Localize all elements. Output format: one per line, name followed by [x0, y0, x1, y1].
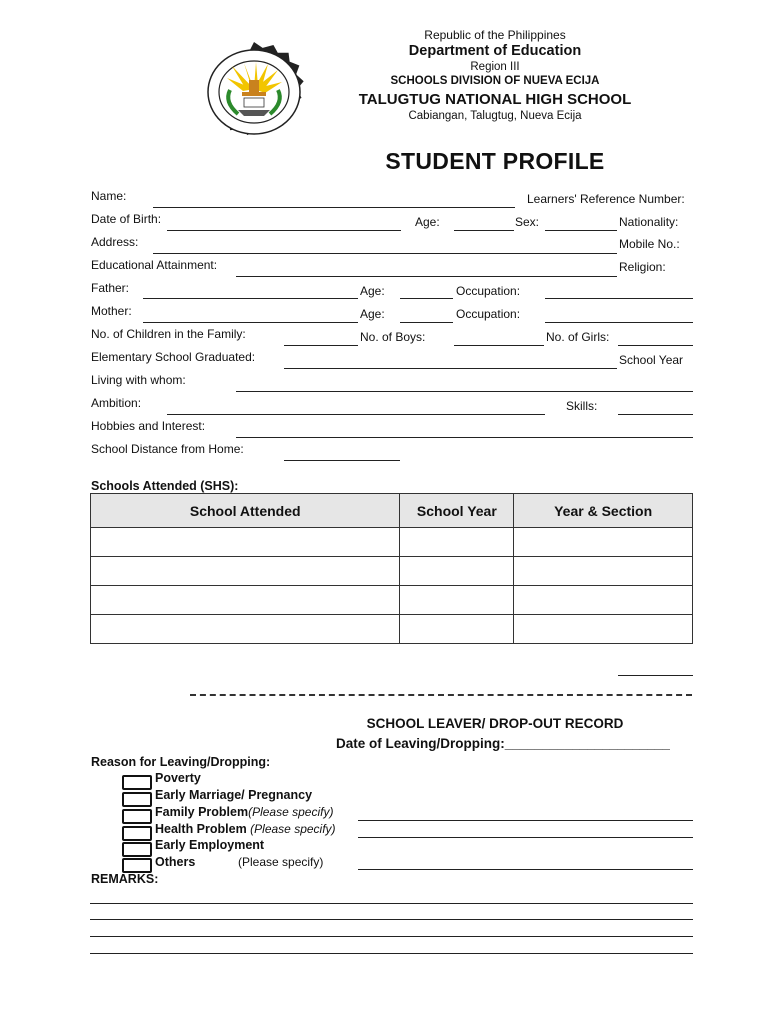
page-title: STUDENT PROFILE	[385, 148, 605, 174]
remarks-line[interactable]	[90, 903, 693, 904]
checkbox-others[interactable]	[122, 858, 152, 873]
father-age-label: Age:	[360, 284, 385, 298]
sex-field[interactable]	[545, 230, 617, 231]
children-label: No. of Children in the Family:	[91, 327, 246, 341]
distance-field[interactable]	[284, 460, 400, 461]
header-school-address: Cabiangan, Talugtug, Nueva Ecija	[408, 110, 582, 122]
checkbox-early-employment[interactable]	[122, 842, 152, 857]
table-cell[interactable]	[400, 557, 514, 586]
father-occupation-label: Occupation:	[456, 284, 521, 298]
table-row	[91, 615, 693, 644]
name-field[interactable]	[153, 207, 515, 208]
father-field[interactable]	[143, 298, 358, 299]
hobbies-label: Hobbies and Interest:	[91, 419, 206, 433]
table-row	[91, 586, 693, 615]
signature-line[interactable]	[618, 675, 693, 676]
elementary-label: Elementary School Graduated:	[91, 350, 256, 364]
table-cell[interactable]	[91, 615, 400, 644]
reason-early-marriage: Early Marriage/ Pregnancy	[155, 788, 313, 802]
checkbox-poverty[interactable]	[122, 775, 152, 790]
skills-label: Skills:	[566, 399, 598, 413]
dob-field[interactable]	[167, 230, 401, 231]
cut-divider	[190, 694, 692, 696]
girls-label: No. of Girls:	[546, 330, 610, 344]
girls-field[interactable]	[618, 345, 693, 346]
shs-table	[90, 493, 693, 644]
mother-age-label: Age:	[360, 307, 385, 321]
column-header-year-section: Year & Section	[514, 494, 693, 528]
distance-label: School Distance from Home:	[91, 442, 244, 456]
mother-field[interactable]	[143, 322, 358, 323]
ambition-field[interactable]	[167, 414, 545, 415]
children-field[interactable]	[284, 345, 358, 346]
table-cell[interactable]	[91, 557, 400, 586]
others-specify-field[interactable]	[358, 869, 693, 870]
table-cell[interactable]	[514, 615, 693, 644]
living-with-field[interactable]	[236, 391, 693, 392]
mother-occupation-label: Occupation:	[456, 307, 521, 321]
father-label: Father:	[91, 281, 130, 295]
reason-early-employment: Early Employment	[155, 838, 265, 852]
remarks-line[interactable]	[90, 953, 693, 954]
header-republic: Republic of the Philippines	[424, 28, 566, 42]
table-cell[interactable]	[514, 557, 693, 586]
family-problem-specify-field[interactable]	[358, 820, 693, 821]
header-department: Department of Education	[408, 43, 582, 59]
header-division: SCHOOLS DIVISION OF NUEVA ECIJA	[390, 75, 600, 87]
religion-label: Religion:	[619, 260, 666, 274]
leaver-title: SCHOOL LEAVER/ DROP-OUT RECORD	[366, 716, 624, 731]
table-row	[91, 557, 693, 586]
living-with-label: Living with whom:	[91, 373, 186, 387]
address-field[interactable]	[153, 253, 617, 254]
ambition-label: Ambition:	[91, 396, 142, 410]
shs-table-header	[91, 494, 693, 528]
school-seal-logo	[196, 40, 312, 144]
checkbox-health-problem[interactable]	[122, 826, 152, 841]
mother-label: Mother:	[91, 304, 132, 318]
age-field[interactable]	[454, 230, 514, 231]
mother-age-field[interactable]	[400, 322, 453, 323]
reason-health-problem-note: (Please specify)	[250, 822, 336, 836]
table-cell[interactable]	[514, 586, 693, 615]
skills-field[interactable]	[618, 414, 693, 415]
mobile-label: Mobile No.:	[619, 237, 680, 251]
checkbox-early-marriage[interactable]	[122, 792, 152, 807]
health-problem-specify-field[interactable]	[358, 837, 693, 838]
name-label: Name:	[91, 189, 127, 203]
column-header-school-year: School Year	[400, 494, 514, 528]
table-row	[91, 528, 693, 557]
mother-occupation-field[interactable]	[545, 322, 693, 323]
header-region: Region III	[470, 61, 520, 73]
hobbies-field[interactable]	[236, 437, 693, 438]
boys-field[interactable]	[454, 345, 544, 346]
reason-family-problem-note: (Please specify)	[248, 805, 334, 819]
shs-heading: Schools Attended (SHS):	[91, 479, 239, 493]
education-label: Educational Attainment:	[91, 258, 218, 272]
checkbox-family-problem[interactable]	[122, 809, 152, 824]
reason-others: Others	[155, 855, 196, 869]
father-occupation-field[interactable]	[545, 298, 693, 299]
sex-label: Sex:	[515, 215, 540, 229]
reason-others-note: (Please specify)	[238, 855, 324, 869]
reason-family-problem-label: Family Problem	[155, 805, 249, 819]
header-school-name: TALUGTUG NATIONAL HIGH SCHOOL	[358, 91, 632, 108]
school-year-label: School Year	[619, 353, 684, 367]
column-header-school-attended: School Attended	[91, 494, 400, 528]
reason-poverty: Poverty	[155, 771, 201, 785]
reason-health-problem	[155, 822, 336, 836]
table-cell[interactable]	[400, 586, 514, 615]
table-cell[interactable]	[400, 528, 514, 557]
date-of-leaving[interactable]: Date of Leaving/Dropping:______________________	[336, 736, 670, 751]
address-label: Address:	[91, 235, 139, 249]
education-field[interactable]	[236, 276, 617, 277]
table-cell[interactable]	[400, 615, 514, 644]
elementary-field[interactable]	[284, 368, 617, 369]
age-label: Age:	[415, 215, 440, 229]
dob-label: Date of Birth:	[91, 212, 162, 226]
remarks-line[interactable]	[90, 936, 693, 937]
reason-family-problem	[155, 805, 333, 819]
lrn-label: Learners' Reference Number:	[527, 192, 685, 206]
reason-health-problem-label: Health Problem	[155, 822, 247, 836]
remarks-label: REMARKS:	[91, 872, 159, 886]
table-cell[interactable]	[514, 528, 693, 557]
nationality-label: Nationality:	[619, 215, 679, 229]
table-cell[interactable]	[91, 528, 400, 557]
boys-label: No. of Boys:	[360, 330, 426, 344]
father-age-field[interactable]	[400, 298, 453, 299]
reason-heading: Reason for Leaving/Dropping:	[91, 755, 271, 769]
table-cell[interactable]	[91, 586, 400, 615]
remarks-line[interactable]	[90, 919, 693, 920]
